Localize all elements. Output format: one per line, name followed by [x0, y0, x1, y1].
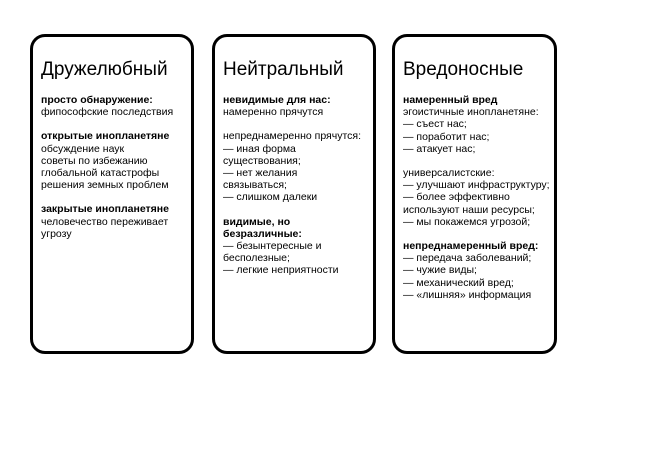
- section-heading: открытые инопланетяне: [41, 130, 170, 143]
- section-line: — улучшают инфраструктуру;: [403, 179, 550, 192]
- section-line: — более эффективно: [403, 191, 510, 204]
- section-line: — мы покажемся угрозой;: [403, 215, 531, 228]
- card-section: [403, 167, 550, 228]
- card-body: [403, 94, 550, 313]
- section-heading: намеренный вред: [403, 94, 498, 106]
- section-line: эгоистичные инопланетяне:: [403, 106, 539, 119]
- section-line: советы по избежанию: [41, 154, 148, 167]
- section-line: — легкие неприятности: [223, 264, 339, 277]
- card-section: [223, 216, 369, 277]
- section-heading: просто обнаружение:: [41, 94, 153, 106]
- card-body: [223, 94, 369, 289]
- section-line: — чужие виды;: [403, 264, 477, 277]
- section-line: используют наши ресурсы;: [403, 203, 535, 216]
- section-line: — съест нас;: [403, 118, 467, 131]
- section-line: универсалистские:: [403, 167, 495, 180]
- section-line: — передача заболеваний;: [403, 252, 532, 265]
- card-neutral: [212, 34, 376, 354]
- section-line: — безынтересные и: [223, 240, 322, 253]
- section-line: — поработит нас;: [403, 130, 490, 143]
- card-section: [41, 203, 187, 240]
- section-line: человечество переживает: [41, 215, 169, 228]
- section-line: — слишком далеки: [223, 191, 318, 204]
- card-section: [41, 130, 187, 191]
- section-line: связываться;: [223, 179, 287, 192]
- section-line: — иная форма: [223, 142, 296, 155]
- section-line: решения земных проблем: [41, 179, 169, 192]
- section-line: существования;: [223, 154, 301, 167]
- section-line: — «лишняя» информация: [403, 288, 532, 301]
- section-line: — нет желания: [223, 167, 298, 180]
- card-title: Нейтральный: [223, 59, 344, 80]
- section-line: — механический вред;: [403, 276, 514, 289]
- card-harmful: [392, 34, 557, 354]
- section-line: обсуждение наук: [41, 142, 125, 155]
- section-line: — атакует нас;: [403, 142, 476, 155]
- section-line: глобальной катастрофы: [41, 167, 160, 180]
- card-section: [403, 240, 550, 301]
- card-section: [403, 94, 550, 155]
- card-title: Вредоносные: [403, 59, 524, 80]
- section-line: фипософские последствия: [41, 106, 174, 119]
- section-heading: непреднамеренный вред:: [403, 240, 539, 253]
- section-heading: закрытые инопланетяне: [41, 203, 169, 216]
- card-section: [223, 130, 369, 203]
- section-line: угрозу: [41, 227, 72, 240]
- section-line: бесполезные;: [223, 252, 290, 265]
- section-line: намеренно прячутся: [223, 106, 324, 119]
- section-line: непреднамеренно прячутся:: [223, 130, 361, 143]
- section-heading: невидимые для нас:: [223, 94, 331, 106]
- card-section: [41, 94, 187, 118]
- card-title: Дружелюбный: [41, 59, 168, 80]
- card-section: [223, 94, 369, 118]
- section-heading: видимые, но безразличные:: [223, 215, 302, 240]
- card-body: [41, 94, 187, 252]
- card-friendly: [30, 34, 194, 354]
